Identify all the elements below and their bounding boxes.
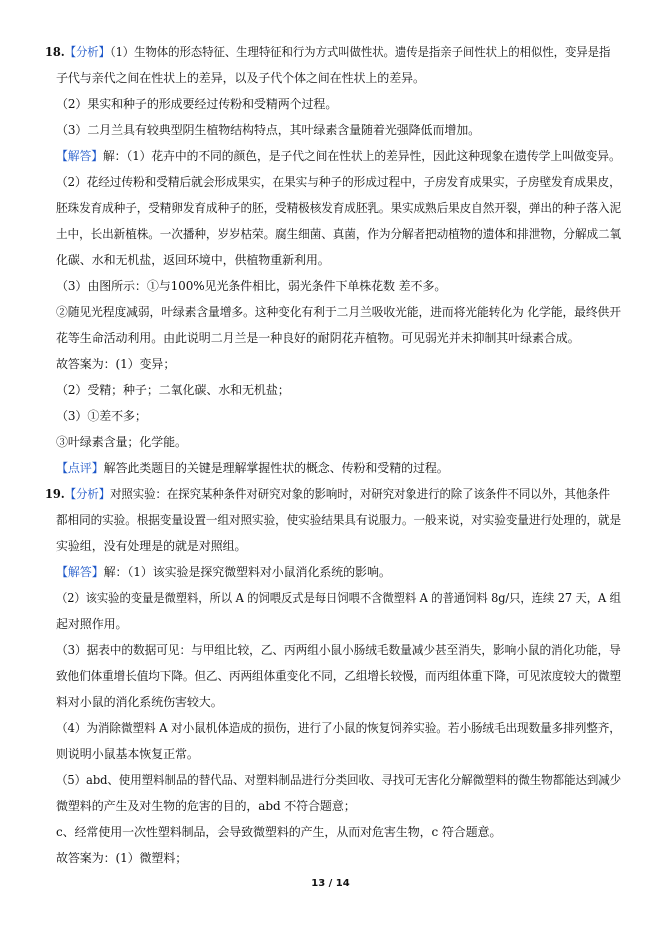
q18-analysis-line [45,44,610,60]
q19-text: （3）据表中的数据可见：与甲组比较，乙、丙两组小鼠小肠绒毛数量减少甚至消失，影响小鼠的消化功能，导 [56,643,621,657]
q18-text: （1）生物体的形态特征、生理特征和行为方式叫做性状。遗传是指亲子间性状上的相似性，变异是指 [109,45,611,59]
analysis-tag: 【分析】 [64,487,111,501]
q18-text: （3）由图所示：①与100%见光条件相比，弱光条件下单株花数 差不多。 [56,279,447,293]
q19-text: 致他们体重增长值均下降。但乙、丙两组体重变化不同，乙组增长较慢，而丙组体重下降，可见浓度较大的微塑 [56,669,622,683]
q19-analysis-line [45,486,610,502]
q18-comment-line [56,460,449,476]
q19-number: 19. [45,487,65,501]
q19-text: 料对小鼠的消化系统伤害较大。 [56,695,223,709]
q18-text: （2）受精；种子；二氧化碳、水和无机盐； [56,383,290,397]
q19-text: （2）该实验的变量是微塑料，所以 A 的饲喂反式是每日饲喂不含微塑料 A 的普通饲料 8g/只，连续 27 天，A 组 [56,591,621,605]
q19-text: 微塑料的产生及对生物的危害的目的，abd 不符合题意； [56,799,356,813]
q18-text: 土中，长出新植株。一次播种，岁岁枯荣。腐生细菌、真菌，作为分解者把动植物的遗体和排泄物，分解成二氧 [56,227,622,241]
q19-answer-line [56,564,391,580]
q18-text: 故答案为：(1）变异； [56,357,176,371]
q18-text: 解：（1）花卉中的不同的颜色，是子代之间在性状上的差异性，因此这种现象在遗传学上叫做变异。 [102,149,621,163]
q19-text: 故答案为：(1）微塑料； [56,851,188,865]
answer-tag: 【解答】 [56,565,104,579]
q18-text: ②随见光程度减弱，叶绿素含量增多。这种变化有利于二月兰吸收光能，进而将光能转化为 化学能，最终供开 [56,305,621,319]
q18-answer-line [56,148,621,164]
q19-text: 则说明小鼠基本恢复正常。 [56,747,199,761]
q19-text: （4）为消除微塑料 A 对小鼠机体造成的损伤，进行了小鼠的恢复饲养实验。若小肠绒毛出现数量多排列整齐， [56,721,621,735]
q18-text: 子代与亲代之间在性状上的差异，以及子代个体之间在性状上的差异。 [56,71,425,85]
page-number: 13 / 14 [311,878,350,889]
q18-text: 花等生命活动利用。由此说明二月兰是一种良好的耐阴花卉植物。可见弱光并未抑制其叶绿素合成。 [56,331,580,345]
q19-text: （5）abd、使用塑料制品的替代品、对塑料制品进行分类回收、寻找可无害化分解微塑料的微生物都能达到减少 [56,773,622,787]
q19-text: 起对照作用。 [56,617,128,631]
q18-text: （2）花经过传粉和受精后就会形成果实，在果实与种子的形成过程中，子房发育成果实，子房壁发育成果皮， [56,175,621,189]
answer-tag: 【解答】 [56,149,103,163]
q18-text: （2）果实和种子的形成要经过传粉和受精两个过程。 [56,97,338,111]
q18-text: 化碳、水和无机盐，返回环境中，供植物重新利用。 [56,253,330,267]
q18-text: 胚珠发育成种子，受精卵发育成种子的胚，受精极核发育成胚乳。果实成熟后果皮自然开裂，弹出的种子落入泥 [56,201,622,215]
q19-text: 都相同的实验。根据变量设置一组对照实验，使实验结果具有说服力。一般来说，对实验变量进行处理的，就是 [56,513,622,527]
q19-text: c、经常使用一次性塑料制品，会导致微塑料的产生，从而对危害生物，c 符合题意。 [56,825,502,839]
q18-text: 解答此类题目的关键是理解掌握性状的概念、传粉和受精的过程。 [103,461,449,475]
q18-text: ③叶绿素含量；化学能。 [56,435,187,449]
q18-number: 18. [45,45,65,59]
q19-text: 实验组，没有处理是的就是对照组。 [56,539,247,553]
q19-text: 对照实验：在探究某种条件对研究对象的影响时，对研究对象进行的除了该条件不同以外，其他条件 [110,487,610,501]
comment-tag: 【点评】 [56,461,104,475]
q18-text: （3）①差不多； [56,409,147,423]
analysis-tag: 【分析】 [64,45,110,59]
q19-text: 解：（1）该实验是探究微塑料对小鼠消化系统的影响。 [103,565,391,579]
q18-text: （3）二月兰具有较典型阴生植物结构特点，其叶绿素含量随着光强降低而增加。 [56,123,481,137]
